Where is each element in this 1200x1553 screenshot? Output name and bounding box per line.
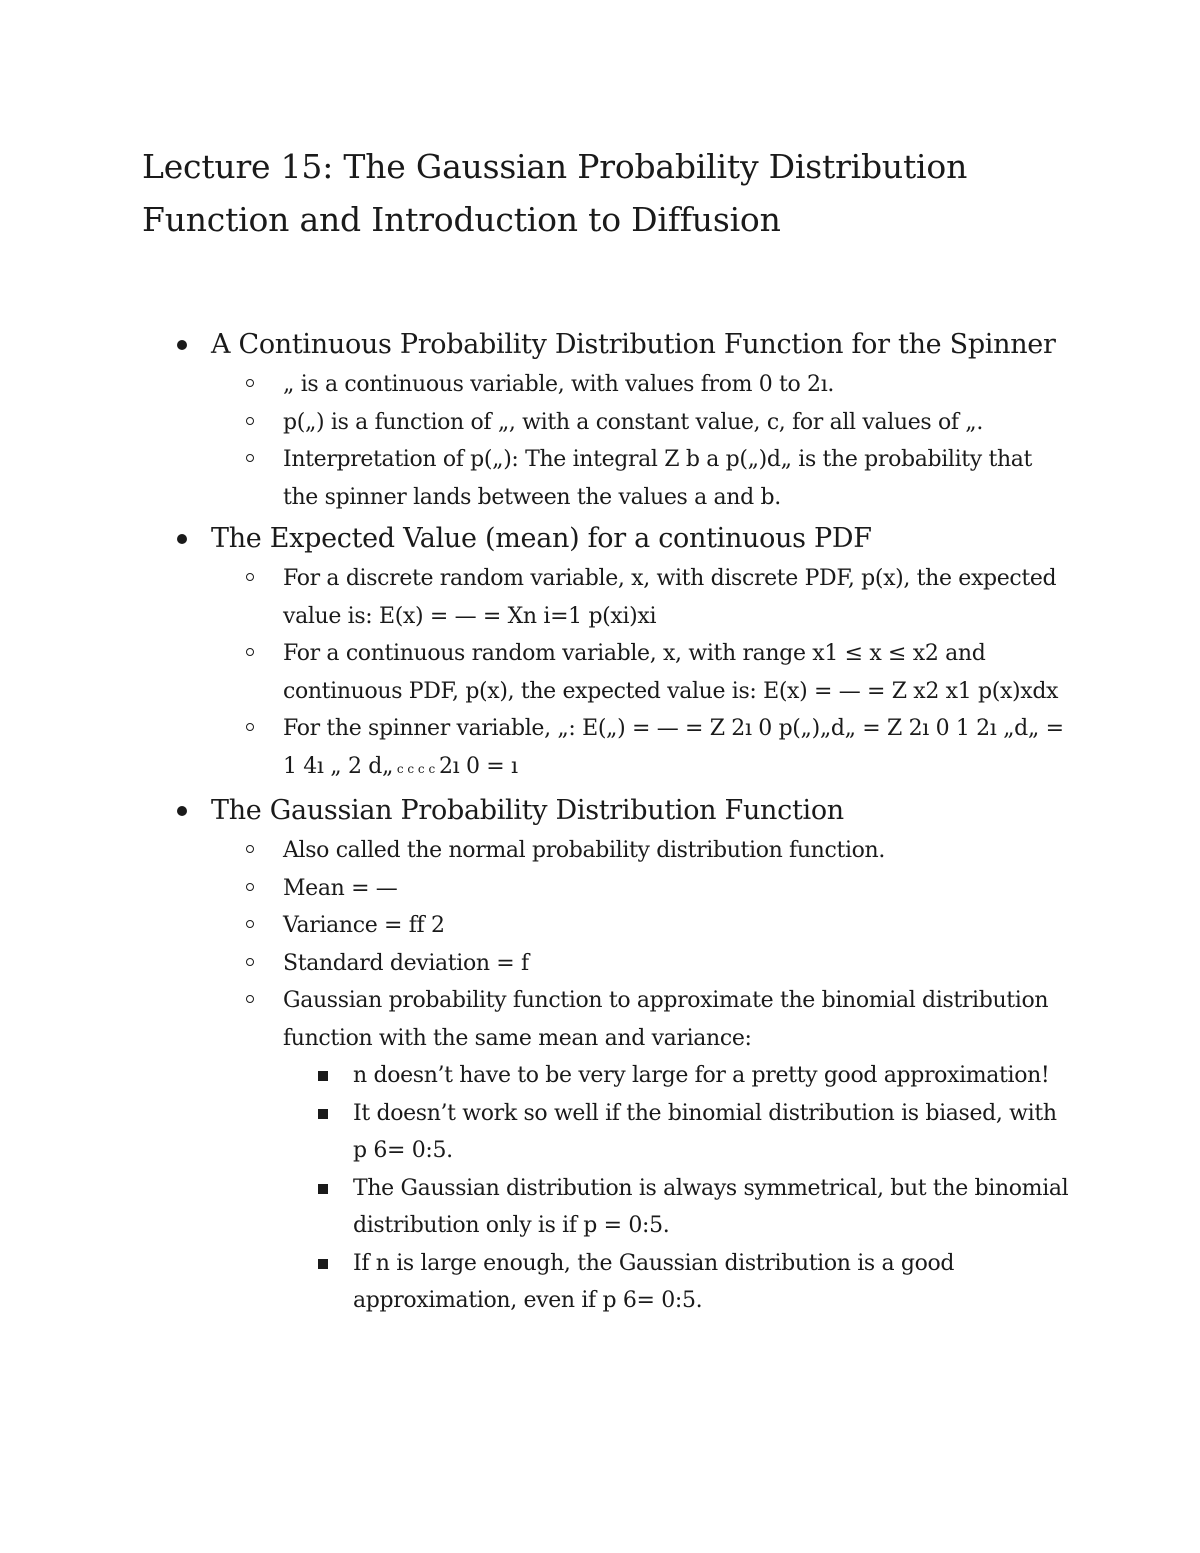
list-item <box>211 404 1072 442</box>
hollow-circle-bullet-icon <box>246 417 254 425</box>
list-item <box>283 1057 1072 1095</box>
sub-list <box>211 560 1072 788</box>
list-item <box>211 907 1072 945</box>
page-title <box>142 140 1072 246</box>
hollow-circle-bullet-icon <box>246 454 254 462</box>
list-item-text: Variance = ff 2 <box>283 913 445 938</box>
filled-square-bullet-icon <box>318 1259 328 1269</box>
filled-circle-bullet-icon <box>177 806 187 816</box>
list-item-text: p(„) is a function of „, with a constant value, c, for all values of „. <box>283 409 984 435</box>
nested-sub-list <box>283 1057 1072 1320</box>
bullet-list <box>142 324 1072 1320</box>
list-item-text: Mean = — <box>283 875 398 901</box>
list-item-text: Interpretation of p(„): The integral Z b a p(„)d„ is the probability that the spinner lands between the values a and b. <box>283 447 1033 510</box>
list-item-text: For a continuous random variable, x, with range x1 ≤ x ≤ x2 and continuous PDF, p(x), the expected value is: E(x) = — = Z x2 x1 p(x)xdx <box>283 641 1059 704</box>
list-item-text-evaluation-marks: c c c c <box>393 761 439 776</box>
section-continuous-pdf <box>142 324 1072 516</box>
sub-list <box>211 832 1072 1320</box>
section-heading: A Continuous Probability Distribution Function for the Spinner <box>211 329 1056 360</box>
list-item <box>211 366 1072 404</box>
filled-circle-bullet-icon <box>177 534 187 544</box>
document-page <box>142 140 1072 1320</box>
list-item-text: n doesn’t have to be very large for a pretty good approximation! <box>353 1063 1050 1088</box>
list-item <box>211 870 1072 908</box>
title-line-1: Lecture 15: The Gaussian Probability Distribution <box>142 147 968 186</box>
list-item <box>283 1245 1072 1320</box>
list-item <box>283 1170 1072 1245</box>
filled-square-bullet-icon <box>318 1109 328 1119</box>
list-item <box>211 710 1072 788</box>
list-item-text: For a discrete random variable, x, with discrete PDF, p(x), the expected value is: E(x) = — = Xn i=1 p(xi)xi <box>283 566 1057 629</box>
sub-list <box>211 366 1072 516</box>
title-line-2: Function and Introduction to Diffusion <box>142 200 781 239</box>
list-item-text: „ is a continuous variable, with values from 0 to 2ı. <box>283 372 835 397</box>
list-item-text: Gaussian probability function to approximate the binomial distribution function with the same mean and variance: <box>283 988 1049 1051</box>
hollow-circle-bullet-icon <box>246 379 254 387</box>
hollow-circle-bullet-icon <box>246 995 254 1003</box>
hollow-circle-bullet-icon <box>246 920 254 928</box>
hollow-circle-bullet-icon <box>246 845 254 853</box>
hollow-circle-bullet-icon <box>246 573 254 581</box>
list-item-text-limits: 2ı 0 = ı <box>439 753 518 779</box>
section-heading: The Expected Value (mean) for a continuous PDF <box>211 523 872 554</box>
list-item <box>211 441 1072 516</box>
list-item-text: The Gaussian distribution is always symmetrical, but the binomial distribution only is if p = 0:5. <box>353 1175 1069 1238</box>
list-item-text: It doesn’t work so well if the binomial distribution is biased, with p 6= 0:5. <box>353 1100 1057 1163</box>
list-item-text: If n is large enough, the Gaussian distribution is a good approximation, even if p 6= 0:5. <box>353 1250 955 1313</box>
list-item <box>211 560 1072 635</box>
list-item-text <box>283 710 1072 788</box>
list-item-text-main: For the spinner variable, „: E(„) = — = Z 2ı 0 p(„)„d„ = Z 2ı 0 1 2ı „d„ = 1 4ı „ 2 d„ <box>283 716 1064 779</box>
list-item <box>211 832 1072 870</box>
hollow-circle-bullet-icon <box>246 883 254 891</box>
list-item <box>211 982 1072 1320</box>
list-item-text: Also called the normal probability distribution function. <box>283 838 885 863</box>
filled-square-bullet-icon <box>318 1071 328 1081</box>
list-item <box>211 945 1072 983</box>
list-item <box>283 1095 1072 1170</box>
list-item <box>211 635 1072 710</box>
section-gaussian-pdf <box>142 790 1072 1320</box>
filled-square-bullet-icon <box>318 1184 328 1194</box>
section-heading: The Gaussian Probability Distribution Function <box>211 795 844 826</box>
hollow-circle-bullet-icon <box>246 723 254 731</box>
section-expected-value <box>142 518 1072 788</box>
filled-circle-bullet-icon <box>177 340 187 350</box>
hollow-circle-bullet-icon <box>246 648 254 656</box>
list-item-text: Standard deviation = f <box>283 950 529 976</box>
hollow-circle-bullet-icon <box>246 958 254 966</box>
